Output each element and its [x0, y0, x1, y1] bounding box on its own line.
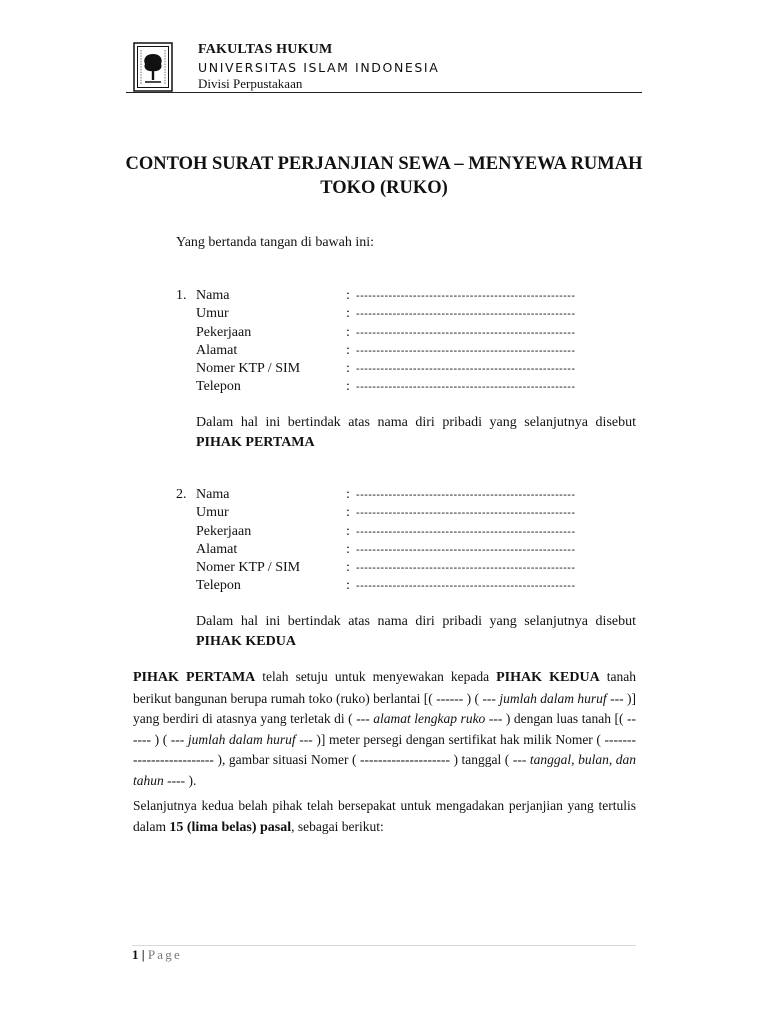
- party-number: 2.: [176, 487, 187, 502]
- field-blank: ------------------------------------------------------: [356, 308, 576, 321]
- field-row: [176, 541, 636, 559]
- field-blank: ------------------------------------------------------: [356, 543, 576, 556]
- letterhead: [126, 38, 642, 92]
- closing-paragraph: [133, 796, 636, 838]
- division-name: Divisi Perpustakaan: [198, 76, 303, 91]
- field-label: Umur: [196, 306, 229, 322]
- agreement-paragraph: [133, 667, 636, 792]
- field-blank: ------------------------------------------------------: [356, 326, 576, 339]
- field-row: [176, 324, 636, 342]
- party-description-text: Dalam hal ini bertindak atas nama diri pribadi yang selanjutnya disebut: [196, 415, 636, 430]
- field-label: Telepon: [196, 578, 241, 594]
- field-separator: :: [346, 379, 350, 395]
- party-designation: PIHAK KEDUA: [496, 670, 600, 685]
- field-row: [176, 559, 636, 577]
- party-description: [196, 612, 636, 652]
- party-designation: PIHAK PERTAMA: [133, 670, 256, 685]
- party-1-block: [176, 287, 636, 450]
- paragraph-text: tanah berikut bangunan berupa rumah toko (ruko) berlantai [( ------ ) ( ---: [133, 669, 636, 706]
- field-row: [176, 287, 636, 305]
- field-row: [176, 523, 636, 541]
- field-separator: :: [346, 578, 350, 594]
- field-separator: :: [346, 306, 350, 322]
- paragraph-text: --- )] meter persegi dengan sertifikat hak milik Nomer ( ------------------------- ), gambar situasi Nomer ( -------------------- ) tanggal ( ---: [133, 731, 636, 768]
- field-row: [176, 342, 636, 360]
- party-designation: PIHAK PERTAMA: [196, 435, 315, 450]
- field-label: Alamat: [196, 541, 238, 557]
- field-row: [176, 504, 636, 522]
- field-label: Nomer KTP / SIM: [196, 560, 301, 576]
- intro-text: Yang bertanda tangan di bawah ini:: [176, 235, 375, 250]
- header-divider: [126, 92, 642, 93]
- document-title: CONTOH SURAT PERJANJIAN SEWA – MENYEWA RUMAH TOKO (RUKO): [125, 154, 643, 198]
- field-blank: ------------------------------------------------------: [356, 381, 576, 394]
- field-blank: ------------------------------------------------------: [356, 344, 576, 357]
- party-description: [196, 413, 636, 453]
- paragraph-text: --- )] yang berdiri di atasnya yang terletak di ( ---: [133, 690, 636, 727]
- field-separator: :: [346, 324, 350, 340]
- field-row: [176, 577, 636, 595]
- field-label: Pekerjaan: [196, 523, 252, 539]
- placeholder-hint: tanggal, bulan, dan tahun: [133, 752, 636, 788]
- field-separator: :: [346, 288, 350, 303]
- field-label: Pekerjaan: [196, 324, 252, 340]
- field-separator: :: [346, 541, 350, 557]
- university-name: UNIVERSITAS ISLAM INDONESIA: [198, 60, 440, 75]
- party-description-text: Dalam hal ini bertindak atas nama diri pribadi yang selanjutnya disebut: [196, 614, 636, 629]
- page-separator: |: [141, 947, 145, 962]
- placeholder-hint: alamat lengkap ruko: [373, 711, 486, 727]
- party-2-block: [176, 486, 636, 649]
- field-blank: ------------------------------------------------------: [356, 290, 576, 302]
- field-label: Nama: [196, 288, 230, 303]
- field-row: [176, 305, 636, 323]
- paragraph-text: Selanjutnya kedua belah pihak telah bersepakat untuk mengadakan perjanjian yang tertulis dalam: [133, 798, 636, 834]
- paragraph-text: , sebagai berikut:: [291, 818, 384, 834]
- field-separator: :: [346, 560, 350, 576]
- field-separator: :: [346, 342, 350, 358]
- page-footer: [132, 947, 182, 963]
- field-separator: :: [346, 487, 350, 502]
- field-separator: :: [346, 505, 350, 521]
- field-blank: ------------------------------------------------------: [356, 525, 576, 538]
- article-count: 15 (lima belas) pasal: [169, 819, 292, 835]
- field-label: Alamat: [196, 342, 238, 358]
- field-separator: :: [346, 523, 350, 539]
- field-label: Umur: [196, 505, 229, 521]
- footer-divider: [132, 945, 636, 946]
- field-blank: ------------------------------------------------------: [356, 489, 576, 501]
- field-blank: ------------------------------------------------------: [356, 507, 576, 520]
- field-row: [176, 486, 636, 504]
- paragraph-text: --- ) dengan luas tanah [( ------ ) ( ---: [133, 711, 637, 747]
- party-designation: PIHAK KEDUA: [196, 634, 296, 649]
- field-label: Nama: [196, 487, 230, 502]
- field-blank: ------------------------------------------------------: [356, 363, 576, 376]
- party-number: 1.: [176, 288, 187, 303]
- field-separator: :: [346, 361, 350, 377]
- university-seal-icon: [133, 42, 173, 92]
- paragraph-text: telah setuju untuk menyewakan kepada: [255, 669, 497, 684]
- field-blank: ------------------------------------------------------: [356, 562, 576, 575]
- field-row: [176, 360, 636, 378]
- page-label: Page: [147, 947, 182, 962]
- faculty-name: FAKULTAS HUKUM: [198, 42, 333, 57]
- placeholder-hint: jumlah dalam huruf: [499, 690, 607, 706]
- field-label: Telepon: [196, 379, 241, 395]
- page-number: 1: [132, 947, 139, 962]
- field-row: [176, 378, 636, 396]
- field-blank: ------------------------------------------------------: [356, 580, 576, 593]
- placeholder-hint: jumlah dalam huruf: [187, 731, 296, 747]
- field-label: Nomer KTP / SIM: [196, 361, 301, 377]
- paragraph-text: ---- ).: [163, 772, 197, 788]
